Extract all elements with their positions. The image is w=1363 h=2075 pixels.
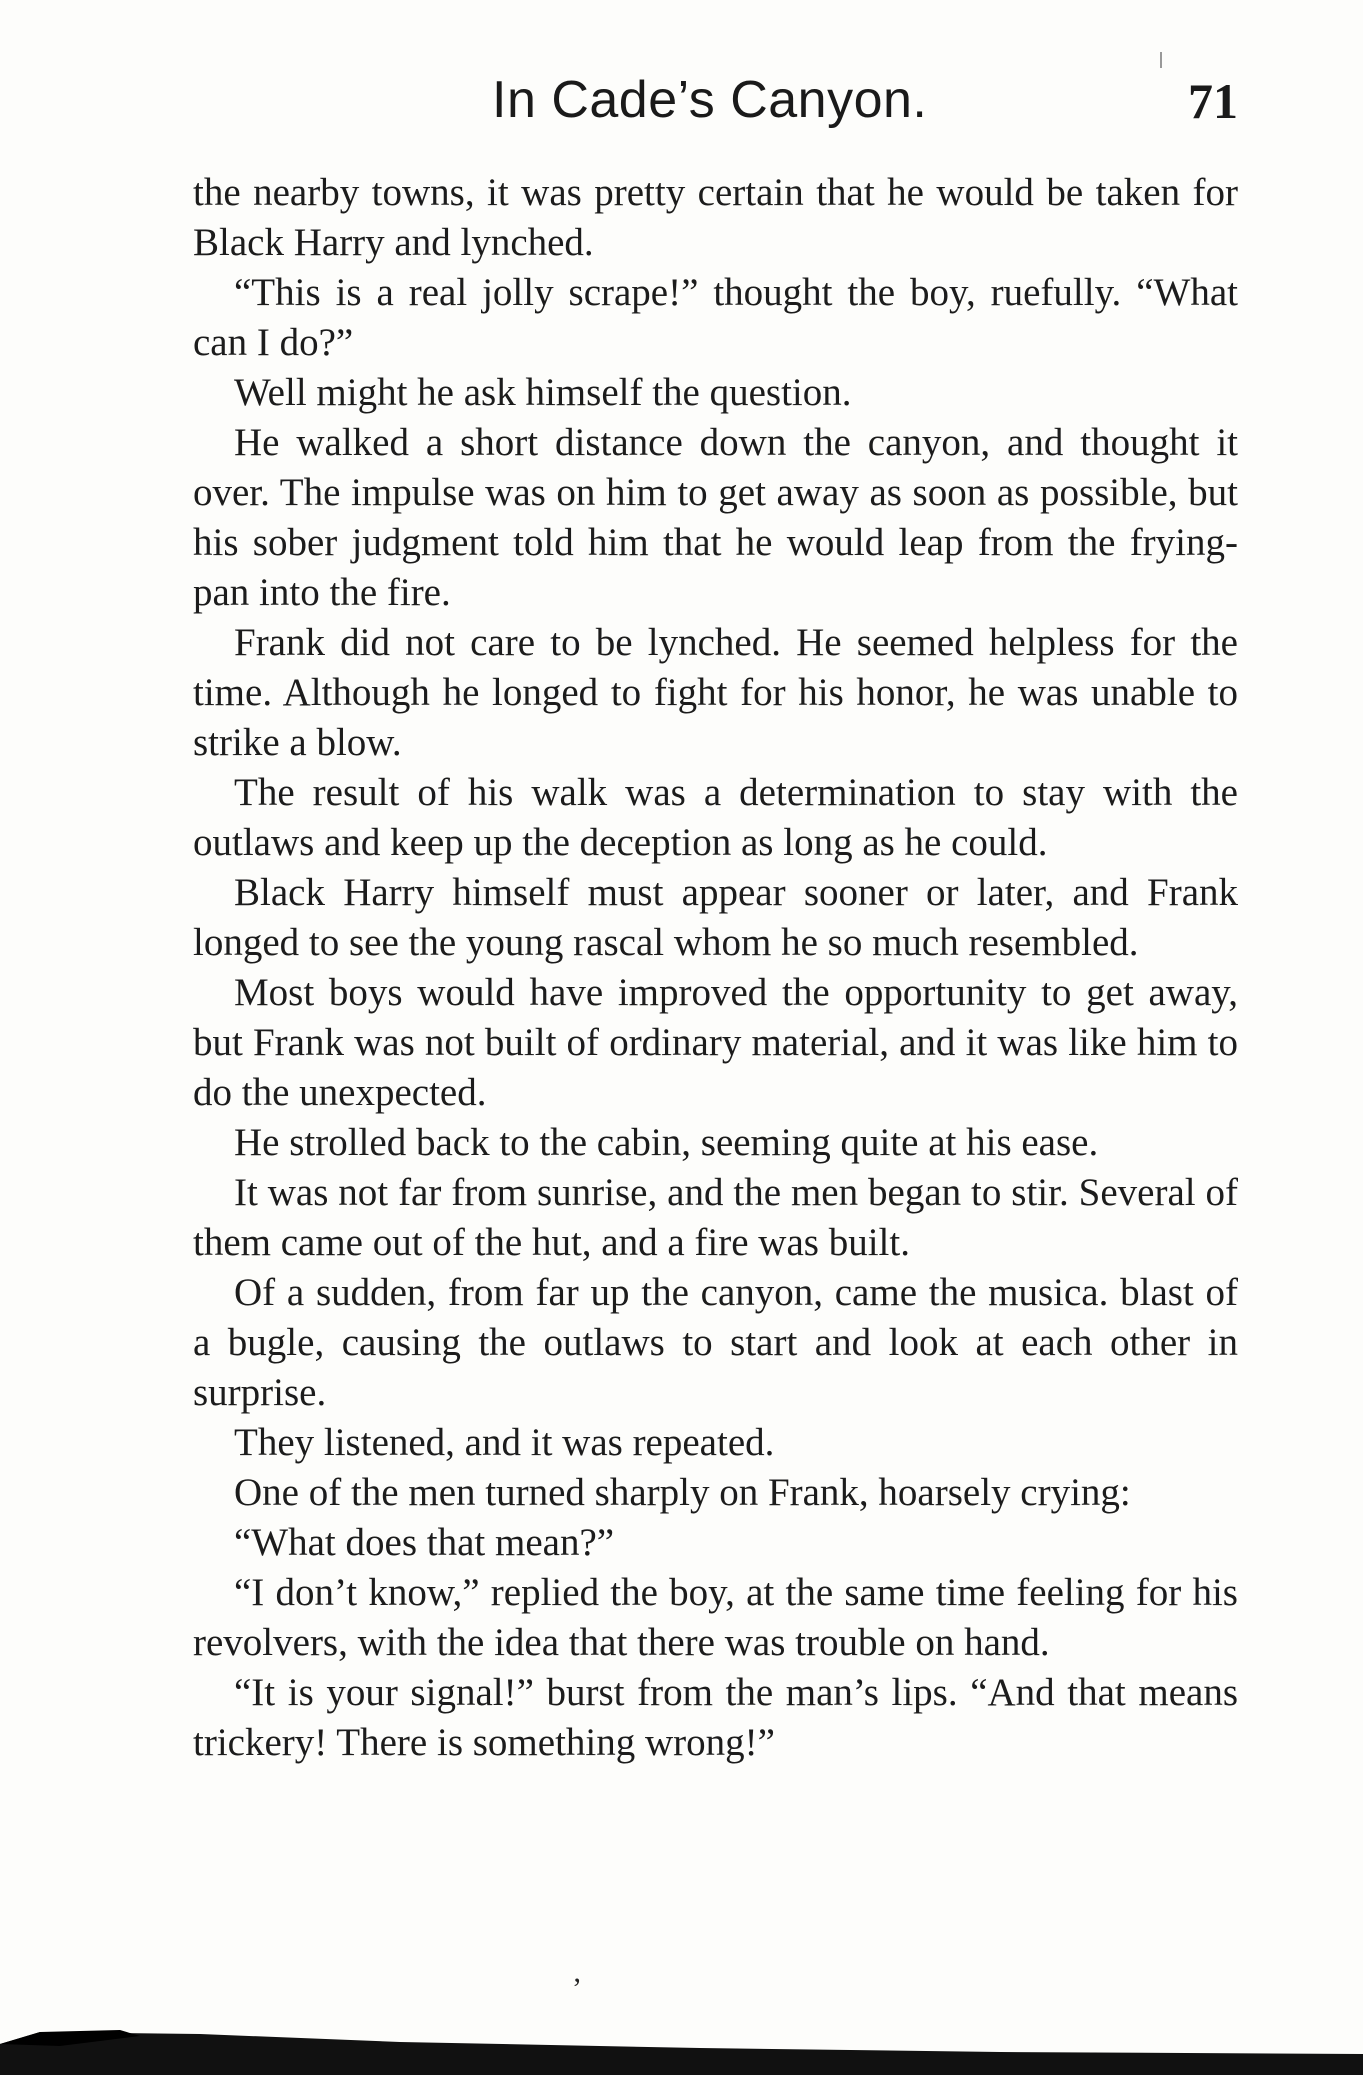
scan-mark bbox=[1160, 52, 1162, 68]
page-number: 71 bbox=[1188, 73, 1238, 129]
paragraph: He strolled back to the cabin, seeming quite at his ease. bbox=[234, 1121, 1099, 1164]
scan-edge-shadow bbox=[0, 2004, 1363, 2075]
body-text bbox=[193, 168, 1238, 1768]
paragraph: the nearby towns, it was pretty certain that he would be taken for Black Harry and lynched. bbox=[193, 171, 1238, 264]
page-header bbox=[192, 70, 1238, 140]
paragraph: “What does that mean?” bbox=[234, 1521, 615, 1564]
paragraph: “I don’t know,” replied the boy, at the same time feeling for his revolvers, with the idea that there was trouble on hand. bbox=[193, 1571, 1238, 1664]
paragraph: They listened, and it was repeated. bbox=[234, 1421, 775, 1464]
paragraph: Well might he ask himself the question. bbox=[234, 371, 852, 414]
paragraph: It was not far from sunrise, and the men began to stir. Several of them came out of the hut, and a fire was built. bbox=[193, 1171, 1238, 1264]
paragraph: Frank did not care to be lynched. He seemed helpless for the time. Although he longed to fight for his honor, he was unable to strike a blow. bbox=[193, 621, 1238, 764]
paragraph: “It is your signal!” burst from the man’s lips. “And that means trickery! There is something wrong!” bbox=[193, 1671, 1238, 1764]
running-title: In Cade’s Canyon. bbox=[492, 71, 928, 129]
paragraph: Black Harry himself must appear sooner or later, and Frank longed to see the young rascal whom he so much resembled. bbox=[193, 871, 1238, 964]
paragraph: He walked a short distance down the canyon, and thought it over. The impulse was on him to get away as soon as possible, but his sober judgment told him that he would leap from the frying-pan into the fire. bbox=[193, 421, 1238, 614]
paragraph: One of the men turned sharply on Frank, hoarsely crying: bbox=[234, 1471, 1131, 1514]
footer-mark: ’ bbox=[572, 1972, 582, 2005]
paragraph: Of a sudden, from far up the canyon, came the musica. blast of a bugle, causing the outlaws to start and look at each other in surprise. bbox=[193, 1271, 1238, 1414]
paragraph: The result of his walk was a determination to stay with the outlaws and keep up the deception as long as he could. bbox=[193, 771, 1238, 864]
paragraph: “This is a real jolly scrape!” thought the boy, ruefully. “What can I do?” bbox=[193, 271, 1238, 364]
paragraph: Most boys would have improved the opportunity to get away, but Frank was not built of ordinary material, and it was like him to do the unexpected. bbox=[193, 971, 1238, 1114]
